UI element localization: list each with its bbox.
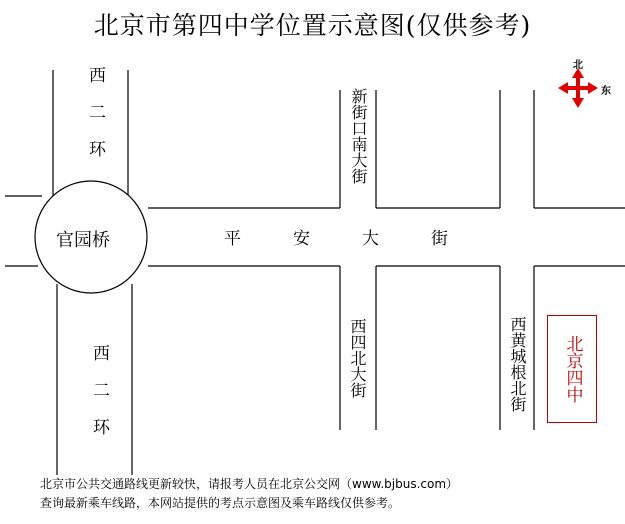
compass-icon xyxy=(558,68,598,108)
bridge-label: 官园桥 xyxy=(56,230,110,251)
note-line-1: 北京市公共交通路线更新较快，请报考人员在北京公交网（www.bjbus.com） xyxy=(40,477,459,491)
road-label-pingan: 平安大街 xyxy=(224,229,500,249)
note-line-2: 查询最新乘车线路，本网站提供的考点示意图及乘车路线仅供参考。 xyxy=(40,496,401,510)
road-label-xisi: 西四北大街 xyxy=(348,318,367,398)
road-label-xihuangchenggen: 西黄城根北街 xyxy=(508,316,527,412)
road-label-xinjiekou: 新街口南大街 xyxy=(349,88,368,184)
compass-north-label: 北 xyxy=(573,60,583,71)
page-title: 北京市第四中学位置示意图(仅供参考) xyxy=(93,11,532,40)
school-marker: 北京四中 xyxy=(547,315,597,423)
road-label-west-ring-south: 西二环 xyxy=(89,344,109,455)
road-label-west-ring-north: 西二环 xyxy=(85,66,105,177)
compass-east-label: 东 xyxy=(601,86,611,97)
